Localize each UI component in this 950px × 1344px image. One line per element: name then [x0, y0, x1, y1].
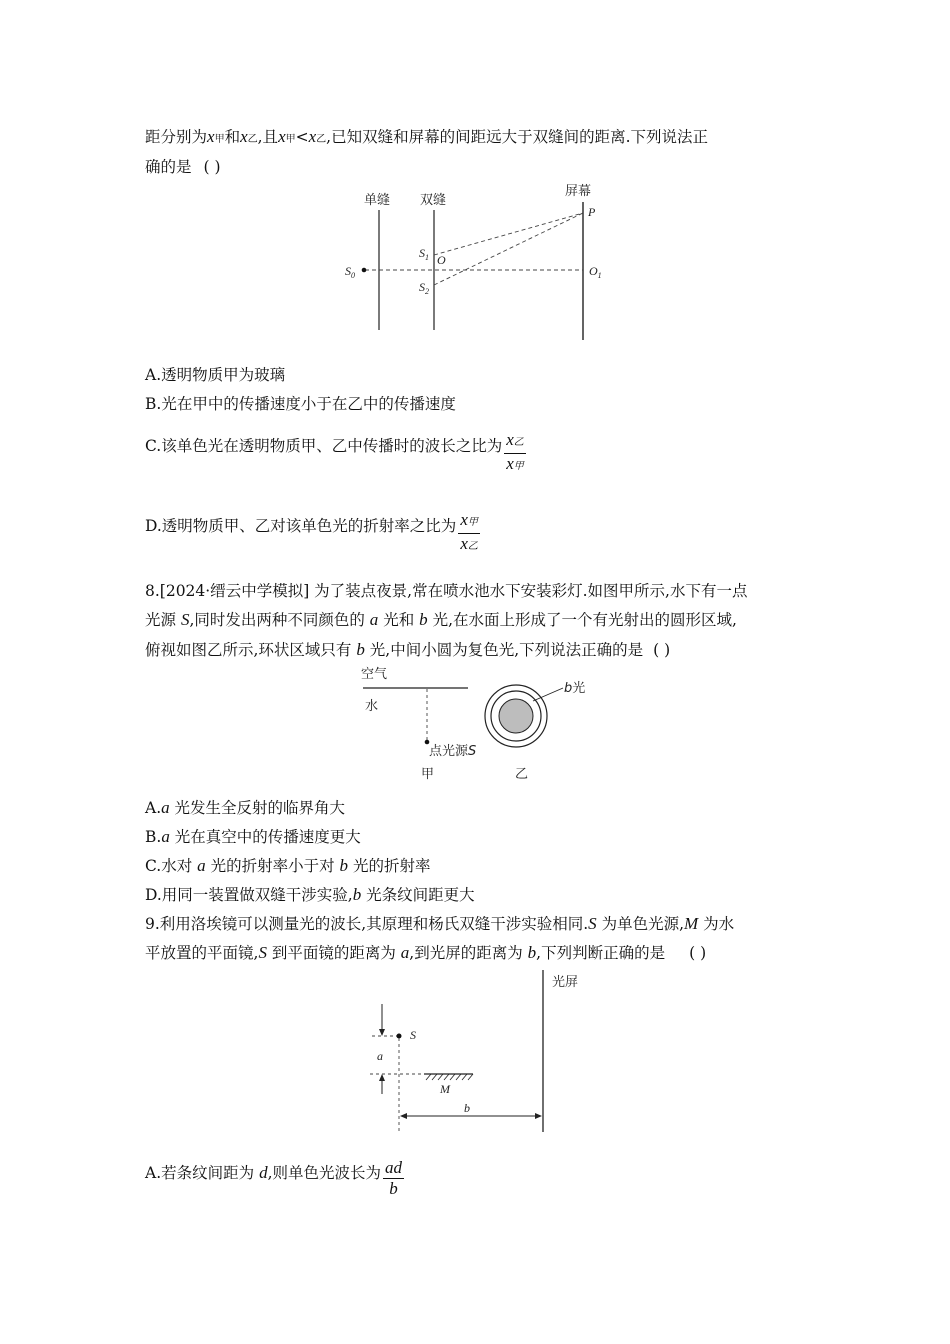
q9-stem-line-1: 9.利用洛埃镜可以测量光的波长,其原理和杨氏双缝干涉实验相同.S 为单色光源,M 为水 — [145, 914, 735, 933]
yi-label: 乙 — [515, 767, 529, 782]
answer-bracket: ( ) — [203, 158, 221, 176]
q8-option-b: B.a 光在真空中的传播速度更大 — [145, 827, 361, 846]
fraction: $\frac{ad}{b}$ — [385, 1158, 402, 1198]
air-label: 空气 — [361, 667, 388, 682]
source-s-dot — [397, 1034, 402, 1039]
q7-option-b: B.光在甲中的传播速度小于在乙中的传播速度 — [145, 395, 456, 413]
q8-option-a: A.a 光发生全反射的临界角大 — [145, 798, 346, 817]
s0-label: $S_0$ — [345, 264, 355, 280]
q7-stem-line-2: 确的是 ( ) — [145, 158, 221, 176]
double-slit-figure — [335, 180, 635, 345]
b-label: b — [464, 1101, 470, 1115]
single-slit-label: 单缝 — [364, 193, 391, 208]
o-label: O — [437, 253, 446, 267]
q8-stem-line-2: 光源 S,同时发出两种不同颜色的 a 光和 b 光,在水面上形成了一个有光射出的圆形区域, — [145, 610, 737, 629]
s-label: S — [410, 1028, 416, 1042]
answer-bracket: ( ) — [689, 944, 707, 962]
q7-option-c: C.该单色光在透明物质甲、乙中传播时的波长之比为 $\frac{\text{x乙}}{\text{x甲}}$ — [145, 430, 526, 477]
o1-label: $O_1$ — [589, 264, 602, 280]
a-arrow-top-head — [379, 1029, 385, 1036]
fraction: $\frac{\text{x甲}}{\text{x乙}}$ — [460, 510, 478, 553]
s2-label: $S_2$ — [419, 280, 429, 296]
q7-stem-line-1: 距分别为x甲和x乙,且x甲<x乙,已知双缝和屏幕的间距远大于双缝间的距离.下列说法正 — [145, 127, 709, 146]
point-source-label: 点光源S — [429, 744, 477, 759]
ray-s1-p — [434, 213, 583, 255]
q7-option-d: D.透明物质甲、乙对该单色光的折射率之比为 $\frac{\text{x甲}}{\text{x乙}}$ — [145, 510, 480, 557]
m-label: M — [440, 1082, 450, 1096]
fraction: $\frac{\text{x乙}}{\text{x甲}}$ — [506, 430, 524, 473]
q8-option-d: D.用同一装置做双缝干涉实验,b 光条纹间距更大 — [145, 885, 475, 904]
q8-option-c: C.水对 a 光的折射率小于对 b 光的折射率 — [145, 856, 431, 875]
answer-bracket: ( ) — [653, 641, 671, 659]
compound-light-circle — [499, 699, 533, 733]
b-arrow-left — [400, 1113, 407, 1119]
jia-label: 甲 — [421, 767, 435, 782]
b-arrow-right — [535, 1113, 542, 1119]
q9-option-a: A.若条纹间距为 d,则单色光波长为 $\frac{ad}{b}$ — [145, 1158, 402, 1198]
s1-label: $S_1$ — [419, 246, 429, 262]
q7-option-a: A.透明物质甲为玻璃 — [145, 366, 286, 384]
double-slit-label: 双缝 — [420, 193, 447, 208]
screen-label: 光屏 — [552, 975, 579, 990]
p-label: P — [588, 205, 596, 219]
q9-stem-line-2: 平放置的平面镜,S 到平面镜的距离为 a,到光屏的距离为 b,下列判断正确的是 ( ) — [145, 943, 707, 962]
q8-stem-line-3: 俯视如图乙所示,环状区域只有 b 光,中间小圆为复色光,下列说法正确的是 ( ) — [145, 640, 671, 659]
water-label: 水 — [365, 699, 379, 714]
source-s0-dot — [362, 268, 367, 273]
screen-label: 屏幕 — [565, 184, 592, 199]
a-label: a — [377, 1049, 383, 1063]
lloyd-mirror-figure — [360, 966, 600, 1136]
fountain-light-figure — [355, 662, 635, 782]
q8-stem-line-1: 8.[2024·缙云中学模拟] 为了装点夜景,常在喷水池水下安装彩灯.如图甲所示,水下有一点 — [145, 582, 748, 600]
b-light-label: b光 — [564, 681, 586, 696]
mirror-hatching — [426, 1074, 473, 1080]
a-arrow-bottom-head — [379, 1074, 385, 1081]
